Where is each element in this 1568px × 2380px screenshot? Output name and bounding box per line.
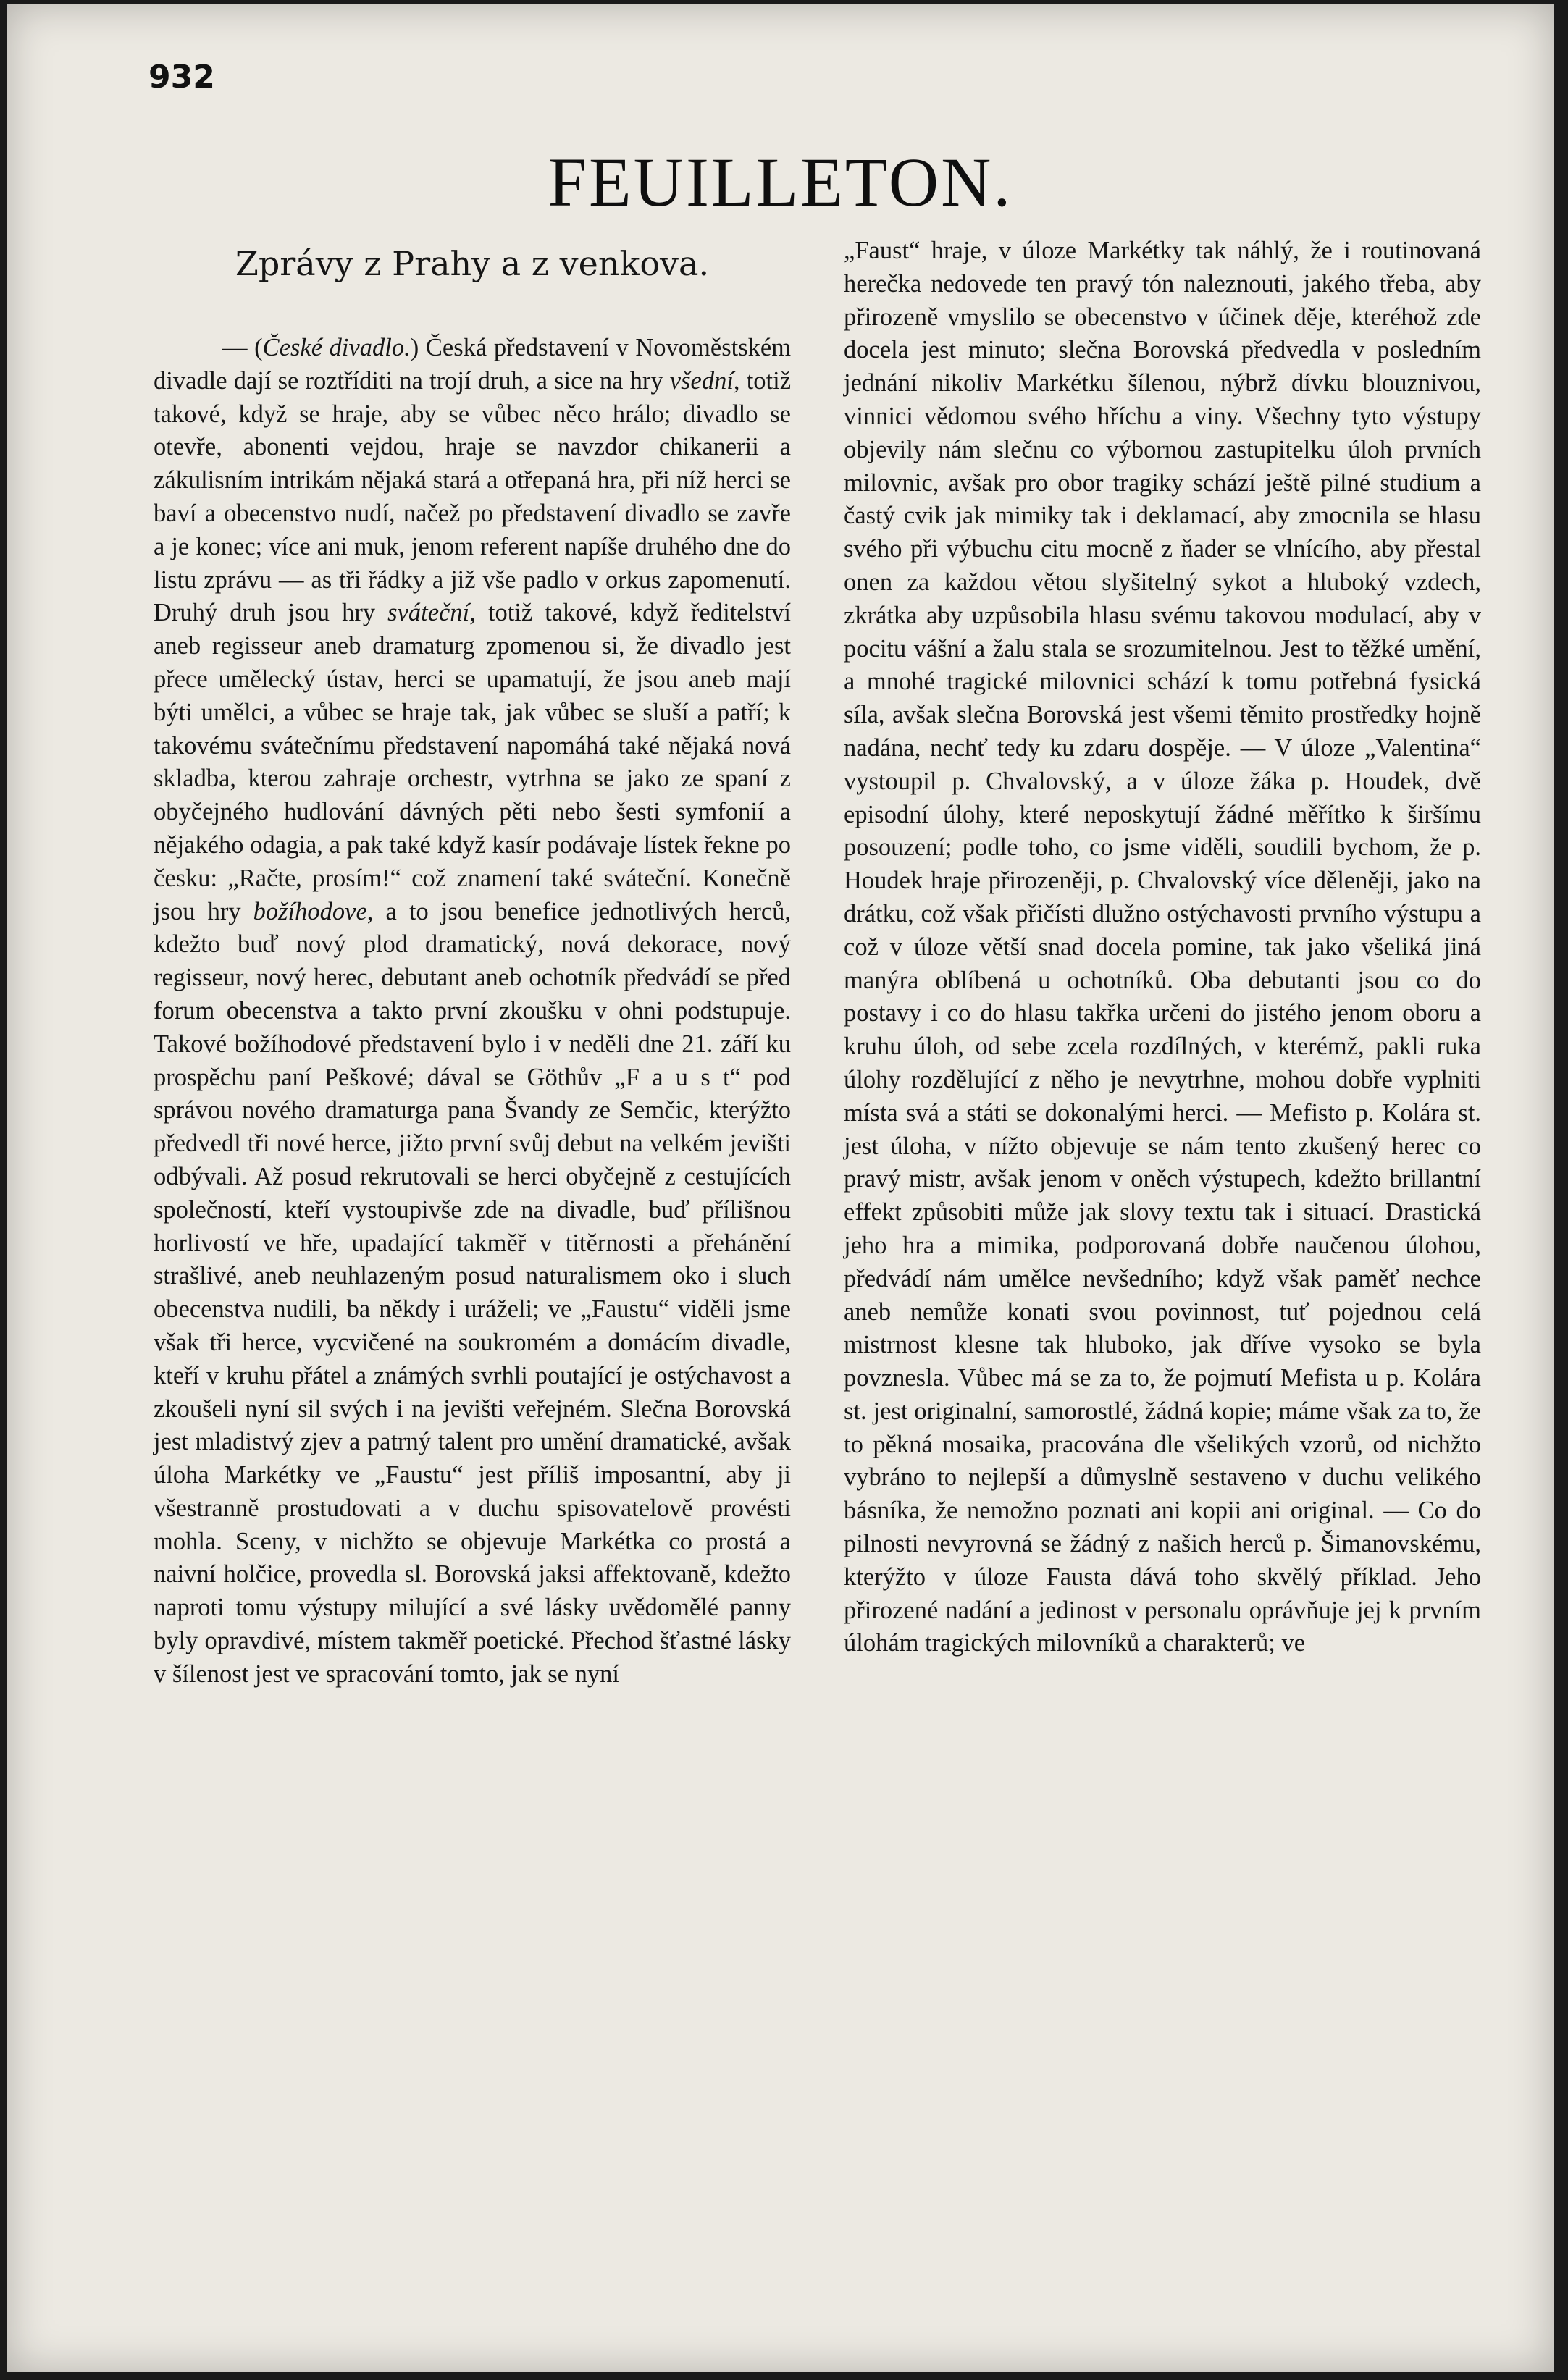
term-vsedni: všední [669,366,734,395]
theatre-label: České divadlo. [262,334,411,361]
newspaper-page [7,4,1554,2372]
article-heading: Zprávy z Prahy a z venkova. [235,244,710,283]
page-number: 932 [148,59,215,96]
section-title: FEUILLETON. [548,143,1013,221]
term-bozihodove: božíhodove [253,897,367,925]
left-column [154,235,791,1691]
right-column [844,235,1481,1660]
lead-dash: — [222,334,248,361]
term-svatecni: sváteční [387,599,470,627]
article-paragraph-right: „Faust“ hraje, v úloze Markétky tak náhlý, že i routinovaná herečka nedovede ten pravý tón naleznouti, jakého třeba, aby přirozeně vmyslilo se obecenstvo v účinek děje, kteréhož zde docela jest minuto; slečna Borovská předvedla v posledním jednání nikoliv Markétku šílenou, nýbrž dívku blouznivou, vinnici vědomou svého hříchu a viny. Všechny tyto výstupy objevily nám slečnu co výbornou zastupitelku úloh prvních milovnic, avšak pro obor tragiky schází ještě pilné studium a častý cvik jak mimiky tak i deklamací, aby zmocnila se hlasu svého při výbuchu citu mocně z ňader se vlnícího, aby přestal onen za každou větou slyšitelný sykot a hluboký vzdech, zkrátka aby uzpůsobila hlasu svému takovou modulací, aby v pocitu vášní a žalu stala se srozumitelnou. Jest to těžké umění, a mnohé tragické milovnici schází k tomu potřebná fysická síla, avšak slečna Borovská jest všemi těmito prostředky hojně nadána, nechť tedy ku zdaru dospěje. — V úloze „Valentina“ vystoupil p. Chvalovský, a v úloze žáka p. Houdek, dvě episodní úlohy, které neposkytují žádné měřítko k širšímu posouzení; podle toho, co jsme viděli, soudili bychom, že p. Houdek hraje přirozeněji, p. Chvalovský více děleněji, jako na drátku, což však přičísti dlužno ostýchavosti prvního výstupu a což v úloze větší snad docela pomine, tak jako všeliká jiná manýra oblíbená u ochotníků. Oba debutanti jsou co do postavy i co do hlasu takřka určeni do jistého jenom oboru a kruhu úloh, od sebe zcela rozdílných, v kterémž, pakli ruka úlohy rozdělující z něho je nevytrhne, mohou dobře vyplniti místa svá a státi se dokonalými herci. — Mefisto p. Kolára st. jest úloha, v nížto objevuje se nám tento zkušený herec co pravý mistr, avšak jenom v oněch výstupech, kdežto brillantní effekt způsobiti může jak slovy textu tak i situací. Drastická jeho hra a mimika, podporovaná dobře naučenou úlohou, předvádí nám umělce nevšedního; když však paměť nechce aneb nemůže konati svou povinnost, tuť pojednou celá mistrnost klesne tak hluboko, jak dříve vysoko se byla povznesla. Vůbec má se za to, že pojmutí Mefista u p. Kolára st. jest originalní, samorostlé, žádná kopie; máme však za to, že to pěkná mosaika, pracována dle všelikých vzorů, od nichžto vybráno to nejlepší a důmyslně sestaveno v duchu velikého básníka, že nemožno poznati ani kopii ani original. — Co do pilnosti nevyrovná se žádný z našich herců p. Šimanovskému, kterýžto v úloze Fausta dává toho skvělý příklad. Jeho přirozené nadání a jedinost v personalu oprávňuje jej k prvním úlohám tragických milovníků a charakterů; ve [844,237,1481,1657]
article-paragraph-left: — (České divadlo.) Česká představení v Novoměstském divadle dají se roztříditi na trojí druh, a sice na hry všední, totiž takové, když se hraje, aby se vůbec něco hrálo; divadlo se otevře, abonenti vejdou, hraje se navzdor chikanerii a zákulisním intrikám nějaká stará a otřepaná hra, při níž herci se baví a obecenstvo nudí, načež po představení divadlo se zavře a je konec; více ani muk, jenom referent napíše druhého dne do listu zprávu — as tři řádky a již vše padlo v orkus zapomenutí. Druhý druh jsou hry sváteční, totiž takové, když ředitelství aneb regisseur aneb dramaturg zpomenou si, že divadlo jest přece umělecký ústav, herci se upamatují, že jsou aneb mají býti umělci, a vůbec se hraje tak, jak vůbec se sluší a patří; k takovému svátečnímu představení napomáhá také nějaká nová skladba, kterou zahraje orchestr, vytrhna se jako ze spaní z obyčejného hudlování dávných pěti nebo šesti symfonií a nějakého odagia, a pak také když kasír podávaje lístek řekne po česku: „Račte, prosím!“ což znamení také sváteční. Konečně jsou hry božíhodove, a to jsou benefice jednotlivých herců, kdežto buď nový plod dramatický, nová dekorace, nový regisseur, nový herec, debutant aneb ochotník předvádí se před forum obecenstva a takto první zkoušku v ohni podstupuje. Takové božíhodové představení bylo i v neděli dne 21. září ku prospěchu paní Peškové; dával se Göthův „F a u s t“ pod správou nového dramaturga pana Švandy ze Semčic, kterýžto předvedl tři nové herce, jižto první svůj debut na velkém jevišti odbývali. Až posud rekrutovali se herci obyčejně z cestujících společností, kteří vystoupivše zde na divadle, buď přílišnou horlivostí ve hře, upadající takměř v titěrnosti a přehánění strašlivé, aneb neuhlazeným posud naturalismem oko i sluch obecenstva nudili, ba někdy i uráželi; ve „Faustu“ viděli jsme však tři herce, vycvičené na soukromém a domácím divadle, kteří v kruhu přátel a známých svrhli poutající je ostýchavost a zkoušeli nyní sil svých i na jevišti veřejném. Slečna Borovská jest mladistvý zjev a patrný talent pro umění dramatické, avšak úloha Markétky ve „Faustu“ jest příliš imposantní, aby ji všestranně prostudovati a v duchu spisovatelově provésti mohla. Sceny, v nichžto se objevuje Markétka co prostá a naivní holčice, provedla sl. Borovská jaksi affektovaně, kdežto naproti tomu výstupy milující a své lásky uvědomělé panny byly opravdivé, místem takměř poetické. Přechod šťastné lásky v šílenost jest ve spracování tomto, jak se nyní [154,334,792,1688]
